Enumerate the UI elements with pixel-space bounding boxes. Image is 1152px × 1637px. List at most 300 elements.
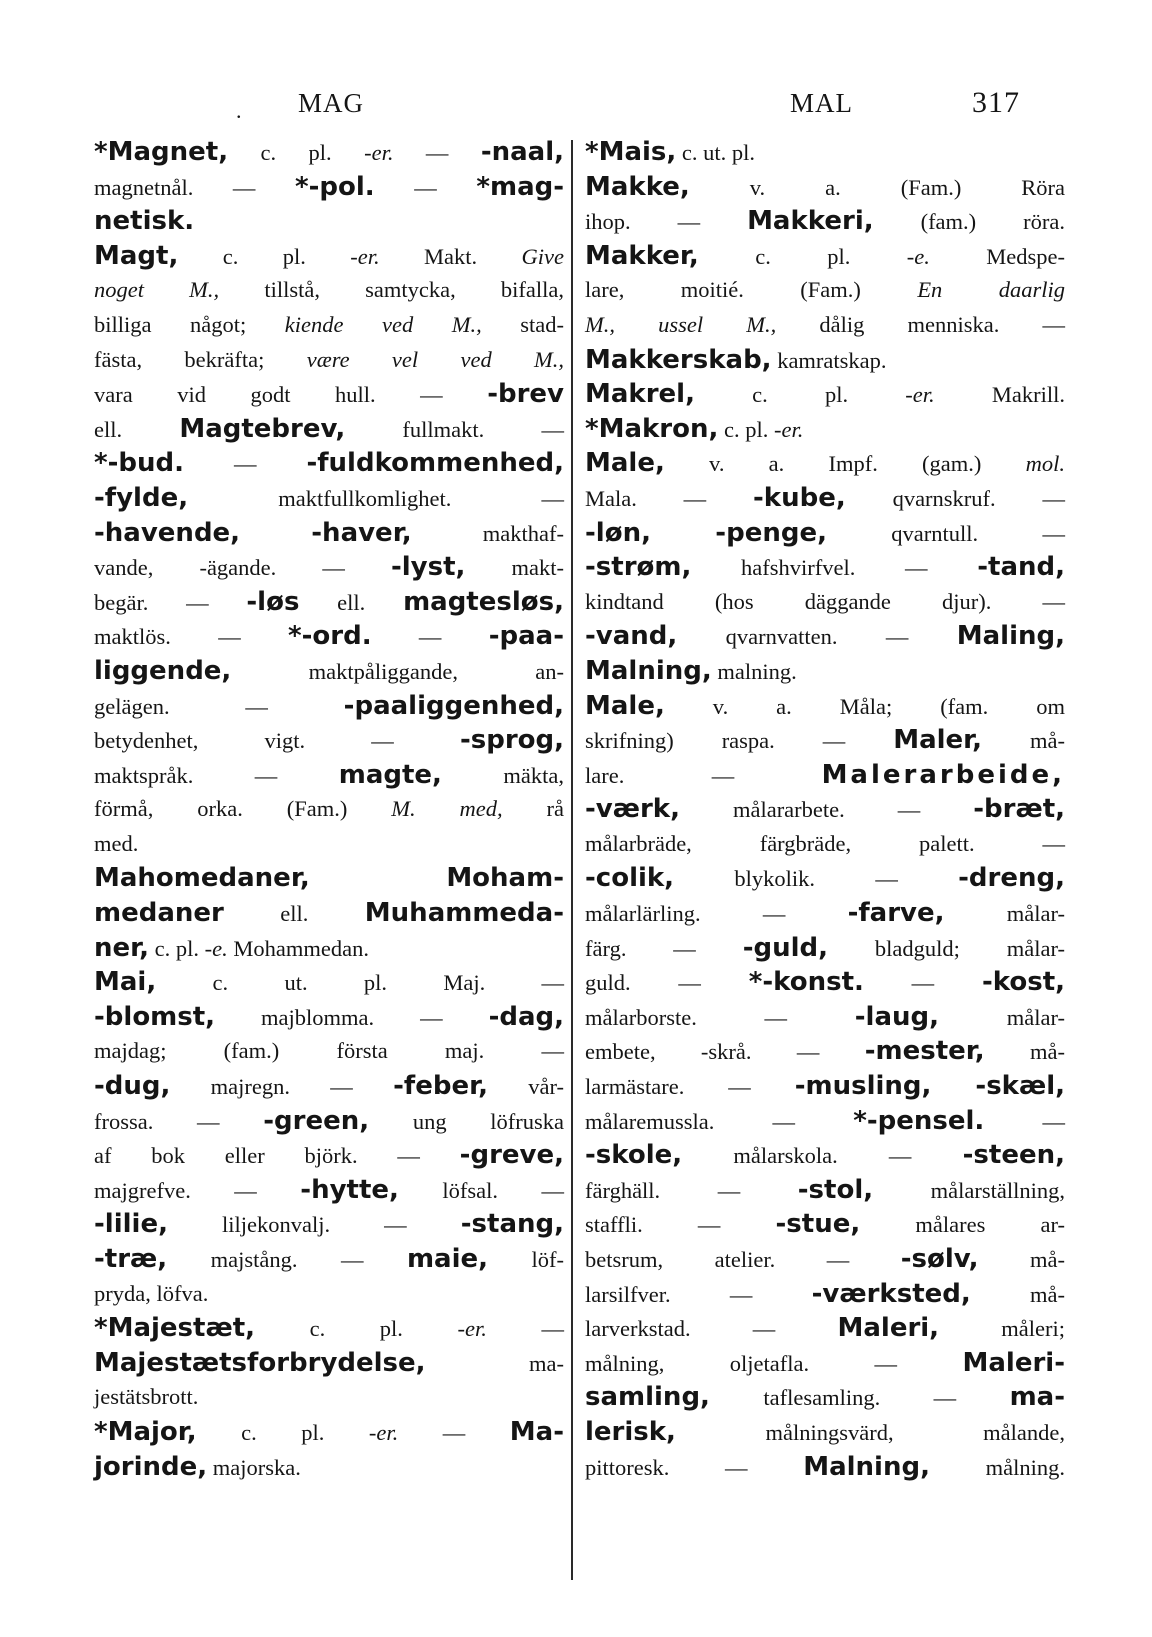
headword: -løn, (585, 517, 651, 548)
definition-text: må- (970, 1281, 1065, 1307)
text-line (94, 1311, 564, 1346)
headword: -stang, (460, 1209, 564, 1240)
text-line (585, 1034, 1065, 1069)
headword: -tand, (977, 552, 1065, 583)
text-line (94, 239, 564, 274)
headword: -musling, (794, 1071, 932, 1102)
definition-text: målar- (939, 1004, 1065, 1030)
definition-text: målarskola. — (682, 1143, 963, 1169)
definition-text: majblomma. — (215, 1004, 489, 1030)
text-line (94, 792, 564, 827)
definition-text: qvarntull. — (826, 520, 1066, 546)
italic-text: noget M., (94, 277, 220, 303)
headword: netisk. (94, 206, 195, 237)
text-line (585, 1000, 1065, 1035)
definition-text: frossa. — (94, 1108, 264, 1134)
definition-text: jestätsbrott. (94, 1384, 199, 1410)
definition-text: — (398, 1419, 510, 1445)
definition-text: Mala. — (585, 485, 754, 511)
definition-text: qvarnskruf. — (845, 485, 1065, 511)
headword: *-pensel. (853, 1105, 985, 1136)
headword: -paa- (488, 621, 565, 652)
headword: Makke, (585, 171, 690, 202)
definition-text: malning. (711, 658, 797, 684)
definition-text (931, 1074, 975, 1099)
headword: -løs (246, 586, 300, 617)
column-divider (571, 140, 573, 1580)
text-line (94, 343, 564, 378)
definition-text: maktspråk. — (94, 762, 339, 788)
definition-text: lare. — (585, 762, 822, 788)
headword: Male, (585, 690, 665, 721)
text-line (94, 1000, 564, 1035)
headword: -sprog, (459, 725, 564, 756)
headword: -steen, (962, 1140, 1065, 1171)
definition-text: fullmakt. — (345, 416, 564, 442)
text-line (585, 516, 1065, 551)
text-line (585, 1069, 1065, 1104)
headword: -lilie, (94, 1209, 168, 1240)
text-line (94, 1242, 564, 1277)
definition-text: v. a. (Fam.) Röra (689, 174, 1065, 200)
definition-text: fästa, bekräfta; (94, 346, 307, 372)
definition-text: må- (984, 1039, 1065, 1065)
text-line (94, 758, 564, 793)
text-line (585, 1277, 1065, 1312)
text-line (585, 412, 1065, 447)
running-head-right: MAL (790, 88, 853, 118)
definition-text: — (184, 451, 307, 477)
definition-text: målar- (944, 901, 1066, 927)
definition-text: bladguld; målar- (828, 935, 1065, 961)
headword: magtesløs, (403, 586, 564, 617)
definition-text: skrifning) raspa. — (585, 728, 894, 754)
definition-text: af bok eller björk. — (94, 1143, 460, 1169)
definition-text: — (371, 624, 489, 650)
definition-text: rå (502, 796, 564, 822)
definition-text: liljekonvalj. — (167, 1212, 461, 1238)
text-line (585, 619, 1065, 654)
headword: Maling, (956, 621, 1065, 652)
definition-text (240, 521, 311, 546)
headword: -kost, (981, 967, 1065, 998)
headword: -dag, (488, 1001, 564, 1032)
italic-text: -er. (905, 382, 935, 408)
definition-text: ell. (299, 589, 404, 615)
text-line (94, 135, 564, 170)
headword: *mag- (476, 171, 565, 202)
definition-text: taflesamling. — (709, 1385, 1010, 1411)
italic-text: M., ussel M., (585, 311, 777, 337)
headword: -stue, (775, 1209, 861, 1240)
definition-text: löfsal. — (398, 1177, 564, 1203)
headword: *Mais, (585, 137, 677, 167)
definition-text: ell. (223, 901, 365, 927)
text-line (585, 689, 1065, 724)
text-line (585, 965, 1065, 1000)
headword: -greve, (459, 1140, 564, 1171)
definition-text: förmå, orka. (Fam.) (94, 796, 392, 822)
headword: Malning, (585, 655, 712, 686)
definition-text: vår- (487, 1074, 565, 1100)
headword: Maleri- (962, 1347, 1065, 1378)
headword: ma- (1009, 1382, 1065, 1413)
headword: -haver, (311, 517, 412, 548)
text-line (585, 308, 1065, 343)
headword: -værk, (585, 794, 680, 825)
text-line (94, 585, 564, 620)
headword: Ma- (509, 1416, 564, 1447)
text-line (94, 377, 564, 412)
text-line (94, 550, 564, 585)
text-line (94, 1138, 564, 1173)
headword: Makkerskab, (585, 344, 772, 375)
headword: *-bud. (94, 448, 184, 479)
definition-text: ma- (425, 1350, 564, 1376)
text-line (585, 931, 1065, 966)
definition-text: blykolik. — (674, 866, 959, 892)
text-line (585, 550, 1065, 585)
definition-text: c. pl. (694, 382, 906, 408)
headword: Malerarbeide, (821, 759, 1065, 790)
definition-text: — (984, 1108, 1065, 1134)
text-line (94, 273, 564, 308)
definition-text: målningsvärd, målande, (675, 1419, 1065, 1445)
text-line (585, 1346, 1065, 1381)
headword: *Makron, (585, 413, 719, 444)
text-line (585, 135, 1065, 170)
text-line (94, 896, 564, 931)
definition-text: c. pl. (178, 243, 351, 269)
text-line (94, 689, 564, 724)
definition-text: c. ut. pl. (676, 140, 756, 165)
headword: -blomst, (94, 1001, 216, 1032)
definition-text: majstång. — (167, 1247, 407, 1272)
definition-text (310, 866, 447, 891)
italic-text: -er. (457, 1316, 487, 1342)
headword: jorinde, (94, 1451, 208, 1482)
headword: -farve, (847, 898, 945, 929)
headword: Muhammeda- (364, 898, 564, 929)
definition-text: målares ar- (860, 1212, 1065, 1238)
headword: -fuldkommenhed, (306, 448, 564, 479)
headword: liggende, (94, 655, 232, 686)
definition-text: färg. — (585, 935, 743, 961)
text-line (94, 1173, 564, 1208)
text-line (94, 481, 564, 516)
text-line (585, 723, 1065, 758)
text-line (94, 412, 564, 447)
definition-text: c. pl. (196, 1419, 369, 1445)
italic-text: -e. (906, 243, 930, 269)
definition-text: c. pl. (718, 416, 775, 442)
text-line (585, 1311, 1065, 1346)
definition-text: c. pl. (149, 935, 205, 961)
definition-text: makt- (465, 555, 564, 581)
definition-text: pittoresk. — (585, 1454, 804, 1480)
headword: -værksted, (811, 1278, 971, 1309)
definition-text: c. pl. (698, 243, 907, 269)
headword: *Major, (94, 1416, 197, 1447)
definition-text: måleri; (939, 1316, 1065, 1342)
text-line (94, 861, 564, 896)
headword: Mai, (94, 967, 157, 998)
definition-text: hafshvirfvel. — (691, 555, 978, 581)
definition-text: maktfullkomlighet. — (188, 485, 564, 511)
text-line (585, 758, 1065, 793)
text-line (94, 1034, 564, 1069)
definition-text: kindtand (hos däggande djur). — (585, 588, 1065, 614)
text-line (585, 861, 1065, 896)
headword: *-pol. (295, 171, 375, 202)
definition-text: vara vid godt hull. — (94, 382, 488, 408)
text-line (585, 170, 1065, 205)
text-line (585, 1380, 1065, 1415)
headword: -green, (263, 1105, 370, 1136)
text-line (94, 827, 564, 862)
definition-text: majregn. — (170, 1074, 394, 1100)
left-column (94, 135, 564, 1484)
headword: -sølv, (900, 1244, 979, 1274)
definition-text: må- (982, 728, 1065, 754)
text-line (94, 1104, 564, 1139)
headword: Moham- (446, 863, 564, 894)
italic-text: -er. (774, 416, 804, 442)
definition-text: maktpåliggande, an- (231, 658, 564, 684)
italic-text: mol. (1025, 451, 1065, 477)
definition-text: betsrum, atelier. — (585, 1247, 901, 1272)
headword: *-konst. (748, 967, 864, 998)
headword: -skæl, (975, 1071, 1065, 1102)
headword: -naal, (480, 137, 564, 167)
headword: Maleri, (837, 1313, 940, 1344)
headword: -hytte, (300, 1174, 399, 1205)
headword: -laug, (854, 1001, 940, 1032)
headword: Makkeri, (747, 206, 874, 237)
right-column (585, 135, 1065, 1484)
definition-text: c. pl. (228, 140, 365, 165)
headword: Magtebrev, (179, 413, 346, 444)
text-line (94, 1450, 564, 1485)
definition-text: pryda, löfva. (94, 1280, 209, 1306)
definition-text: må- (978, 1247, 1065, 1272)
running-head-left: MAG (298, 88, 365, 118)
definition-text: — (393, 140, 481, 165)
definition-text: ell. (94, 416, 180, 442)
italic-text: En daarlig (917, 277, 1065, 303)
text-line (94, 1380, 564, 1415)
italic-text: -er. (364, 140, 394, 165)
definition-text: embete, -skrå. — (585, 1039, 865, 1065)
definition-text: maktlös. — (94, 624, 289, 650)
definition-text: målning. (929, 1454, 1065, 1480)
definition-text: Makrill. (934, 382, 1065, 408)
headword: -dug, (94, 1071, 171, 1102)
italic-text: -e. (204, 935, 228, 961)
definition-text: qvarnvatten. — (677, 624, 957, 650)
text-line (94, 965, 564, 1000)
definition-text: staffli. — (585, 1212, 776, 1238)
headword: -fylde, (94, 482, 189, 513)
headword: -vand, (585, 621, 678, 652)
definition-text: majdag; (fam.) första maj. — (94, 1038, 564, 1064)
definition-text: makthaf- (411, 520, 564, 546)
text-line (585, 1138, 1065, 1173)
headword: Makrel, (585, 379, 695, 410)
text-line (94, 516, 564, 551)
definition-text: ihop. — (585, 209, 748, 235)
definition-text: majorska. (207, 1454, 301, 1480)
definition-text: larverkstad. — (585, 1316, 838, 1342)
definition-text: — (486, 1316, 564, 1342)
headword: maie, (406, 1244, 489, 1274)
text-line (585, 1173, 1065, 1208)
definition-text: guld. — (585, 970, 749, 996)
text-line (585, 204, 1065, 239)
headword: -feber, (393, 1071, 488, 1102)
text-line (94, 723, 564, 758)
headword: *Magnet, (94, 137, 229, 167)
text-line (94, 308, 564, 343)
page-mark: . (236, 98, 242, 123)
text-line (585, 654, 1065, 689)
headword: -skole, (585, 1140, 683, 1171)
headword: magte, (338, 759, 442, 790)
definition-text: billiga något; (94, 311, 285, 337)
definition-text: stad- (481, 311, 564, 337)
definition-text: med. (94, 830, 139, 856)
text-line (94, 1069, 564, 1104)
text-line (585, 792, 1065, 827)
definition-text: lare, moitié. (Fam.) (585, 277, 918, 303)
text-line (585, 343, 1065, 378)
definition-text: löf- (488, 1247, 564, 1272)
definition-text: tillstå, samtycka, bifalla, (219, 277, 564, 303)
text-line (585, 1104, 1065, 1139)
text-line (94, 1277, 564, 1312)
text-line (585, 481, 1065, 516)
italic-text: -er. (350, 243, 380, 269)
text-line (94, 931, 564, 966)
text-line (94, 619, 564, 654)
headword: -dreng, (958, 863, 1065, 894)
text-line (585, 1450, 1065, 1485)
definition-text: målarbräde, färgbräde, palett. — (585, 830, 1065, 856)
definition-text: Makt. (379, 243, 522, 269)
text-line (94, 204, 564, 239)
headword: medaner (94, 898, 224, 929)
definition-text: — (863, 970, 982, 996)
definition-text: c. pl. (255, 1316, 458, 1342)
text-line (585, 1415, 1065, 1450)
headword: ner, (94, 932, 150, 963)
headword: Male, (585, 448, 665, 479)
text-line (94, 170, 564, 205)
headword: Makker, (585, 240, 699, 271)
definition-text: gelägen. — (94, 693, 344, 719)
headword: -træ, (94, 1244, 168, 1274)
page-number: 317 (972, 86, 1020, 119)
definition-text: färghäll. — (585, 1177, 798, 1203)
definition-text: dålig menniska. — (776, 311, 1065, 337)
definition-text: målarborste. — (585, 1004, 855, 1030)
text-line (94, 1415, 564, 1450)
definition-text: majgrefve. — (94, 1177, 301, 1203)
headword: *Majestæt, (94, 1313, 256, 1344)
headword: -brev (487, 379, 564, 410)
headword: -mester, (864, 1036, 985, 1067)
definition-text: målaremussla. — (585, 1108, 854, 1134)
italic-text: M. med, (391, 796, 503, 822)
headword: -colik, (585, 863, 675, 894)
italic-text: kiende ved M., (284, 311, 482, 337)
text-line (585, 446, 1065, 481)
text-line (585, 239, 1065, 274)
headword: -penge, (715, 517, 827, 548)
definition-text: Medspe- (929, 243, 1065, 269)
text-line (94, 446, 564, 481)
italic-text: være vel ved M., (306, 346, 565, 372)
headword: Mahomedaner, (94, 863, 310, 894)
definition-text: c. ut. pl. Maj. — (156, 970, 564, 996)
definition-text: betydenhet, vigt. — (94, 728, 460, 754)
definition-text: magnetnål. — (94, 174, 296, 200)
text-line (94, 1207, 564, 1242)
text-line (585, 273, 1065, 308)
definition-text: v. a. Måla; (fam. om (664, 693, 1065, 719)
headword: Majestætsforbrydelse, (94, 1347, 426, 1378)
italic-text: -er. (368, 1419, 399, 1445)
headword: lerisk, (585, 1416, 676, 1447)
definition-text: målning, oljetafla. — (585, 1350, 963, 1376)
text-line (585, 1207, 1065, 1242)
definition-text: begär. — (94, 589, 247, 615)
definition-text: v. a. Impf. (gam.) (664, 451, 1026, 477)
text-line (585, 377, 1065, 412)
definition-text: målarställning, (873, 1177, 1066, 1203)
headword: -bræt, (973, 794, 1065, 825)
headword: Maler, (893, 725, 983, 756)
definition-text: mäkta, (441, 762, 564, 788)
headword: -strøm, (585, 552, 692, 583)
headword: -havende, (94, 517, 241, 548)
definition-text: vande, -ägande. — (94, 555, 391, 581)
italic-text: Give (521, 243, 564, 269)
definition-text: ung löfruska (369, 1108, 565, 1134)
text-line (585, 585, 1065, 620)
headword: -lyst, (390, 552, 466, 583)
headword: *-ord. (288, 621, 372, 652)
definition-text: (fam.) röra. (873, 209, 1065, 235)
text-line (585, 827, 1065, 862)
text-line (585, 896, 1065, 931)
text-line (94, 654, 564, 689)
definition-text: målararbete. — (679, 797, 974, 823)
headword: -paaliggenhed, (343, 690, 564, 721)
definition-text: larmästare. — (585, 1074, 795, 1100)
headword: Magt, (94, 240, 179, 271)
definition-text: larsilfver. — (585, 1281, 812, 1307)
definition-text: Mohammedan. (227, 935, 369, 961)
definition-text (651, 521, 715, 546)
definition-text: — (374, 174, 477, 200)
headword: -kube, (753, 482, 846, 513)
text-line (94, 1346, 564, 1381)
headword: samling, (585, 1382, 710, 1413)
headword: -guld, (742, 932, 828, 963)
definition-text: kamratskap. (771, 347, 887, 373)
definition-text: målarlärling. — (585, 901, 848, 927)
